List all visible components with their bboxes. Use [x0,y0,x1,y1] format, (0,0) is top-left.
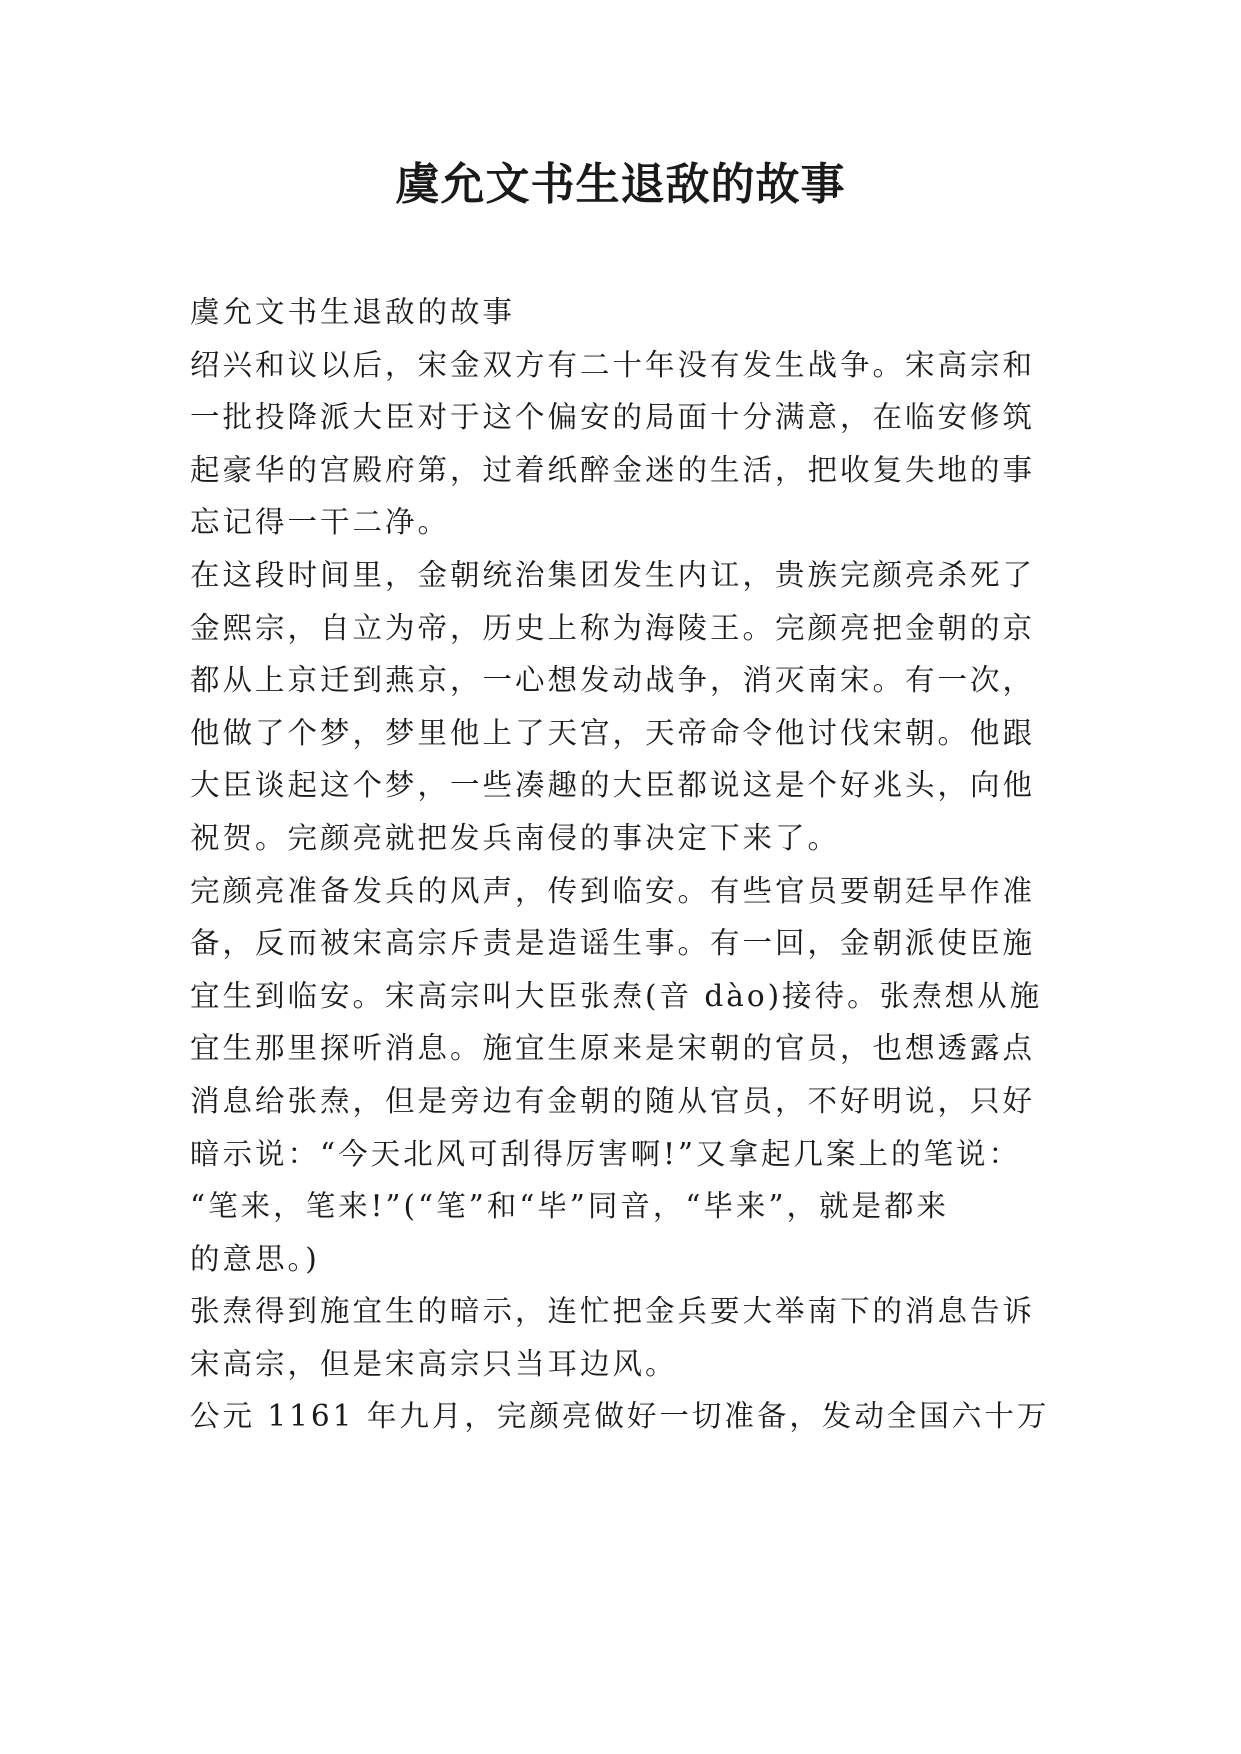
body-line: 宜生到临安。宋高宗叫大臣张焘(音 dào)接待。张焘想从施 [190,978,1043,1013]
body-line: 张焘得到施宜生的暗示，连忙把金兵要大举南下的消息告诉 [190,1294,1036,1329]
body-line: 都从上京迁到燕京，一心想发动战争，消灭南宋。有一次， [190,663,1036,698]
document-title: 虞允文书生退敌的故事 [395,159,846,210]
body-line: 消息给张焘，但是旁边有金朝的随从官员，不好明说，只好 [190,1083,1036,1118]
body-line: 起豪华的宫殿府第，过着纸醉金迷的生活，把收复失地的事 [190,452,1036,487]
body-line: 绍兴和议以后，宋金双方有二十年没有发生战争。宋高宗和 [190,347,1036,382]
document-body [190,286,1052,1443]
body-line: 金熙宗，自立为帝，历史上称为海陵王。完颜亮把金朝的京 [190,610,1036,645]
body-line: 大臣谈起这个梦，一些凑趣的大臣都说这是个好兆头，向他 [190,768,1036,803]
body-line: 备，反而被宋高宗斥责是造谣生事。有一回，金朝派使臣施 [190,926,1036,961]
body-line: 宜生那里探听消息。施宜生原来是宋朝的官员，也想透露点 [190,1031,1036,1066]
body-line: 虞允文书生退敌的故事 [190,295,516,329]
body-line: 公元 1161 年九月，完颜亮做好一切准备，发动全国六十万 [190,1399,1050,1434]
body-line: 他做了个梦，梦里他上了天宫，天帝命令他讨伐宋朝。他跟 [190,715,1036,750]
body-line: 的意思。) [190,1241,320,1276]
body-line: 在这段时间里，金朝统治集团发生内讧，贵族完颜亮杀死了 [190,557,1036,592]
body-line: 暗示说：“今天北风可刮得厉害啊!”又拿起几案上的笔说： [190,1136,1022,1171]
body-line: “笔来，笔来!”(“笔”和“毕”同音，“毕来”，就是都来 [190,1189,950,1224]
body-line: 一批投降派大臣对于这个偏安的局面十分满意，在临安修筑 [190,400,1036,435]
body-line: 完颜亮准备发兵的风声，传到临安。有些官员要朝廷早作准 [190,873,1036,908]
body-line: 忘记得一干二净。 [190,505,451,540]
body-line: 宋高宗，但是宋高宗只当耳边风。 [190,1346,678,1381]
body-line: 祝贺。完颜亮就把发兵南侵的事决定下来了。 [190,820,841,855]
